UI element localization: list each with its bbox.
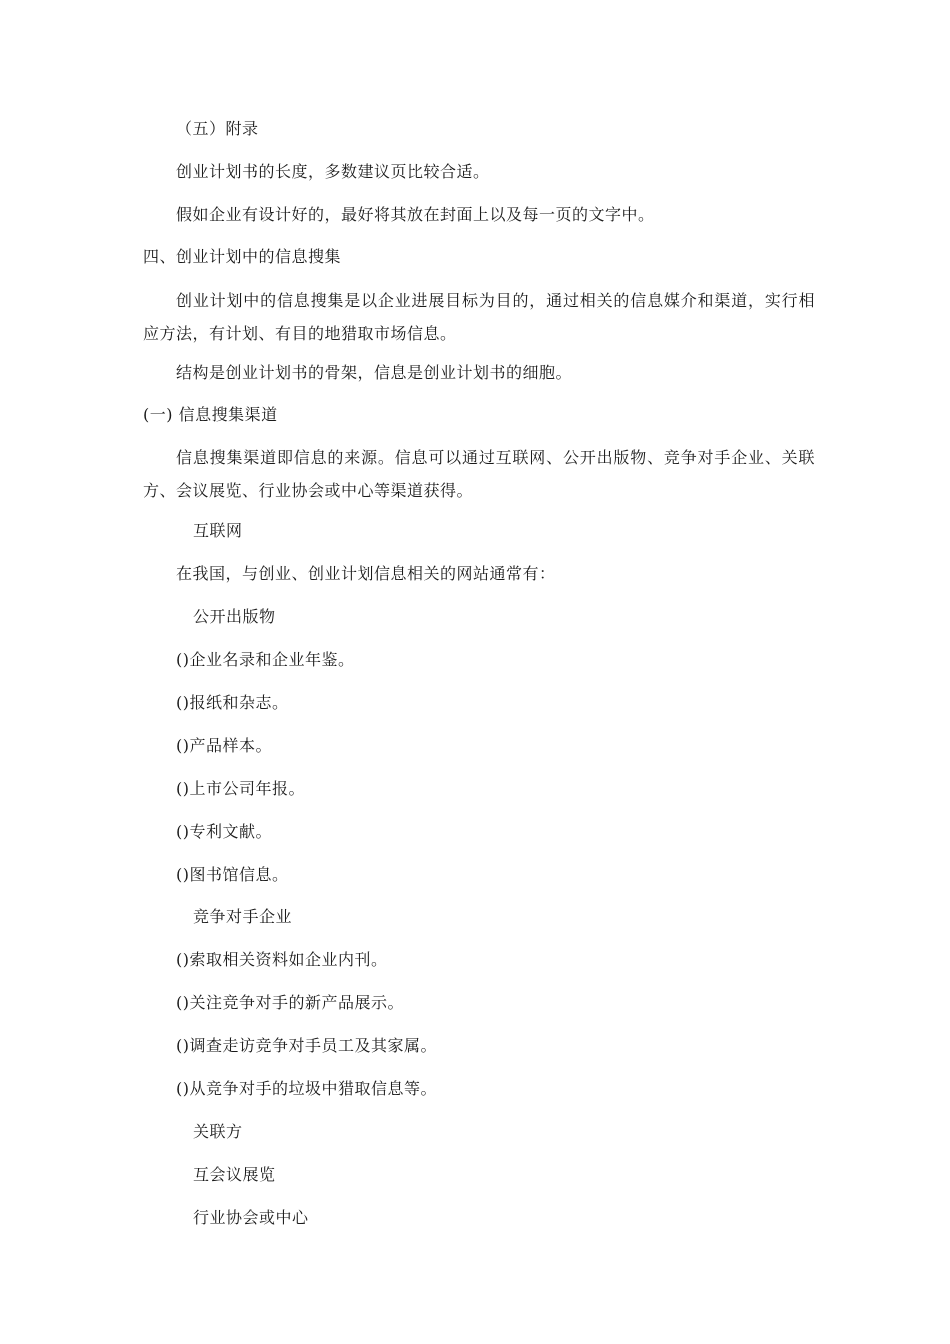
paragraph-logo: 假如企业有设计好的，最好将其放在封面上以及每一页的文字中。 [176, 205, 655, 224]
list-item: ()图书馆信息。 [176, 865, 289, 884]
list-item: ()企业名录和企业年鉴。 [176, 650, 355, 669]
list-item: ()从竞争对手的垃圾中猎取信息等。 [176, 1079, 437, 1098]
list-item: ()上市公司年报。 [176, 779, 305, 798]
list-item: ()报纸和杂志。 [176, 693, 289, 712]
list-item: ()产品样本。 [176, 736, 272, 755]
section-heading-info-collection: 四、创业计划中的信息搜集 [143, 247, 342, 266]
paragraph-structure: 结构是创业计划书的骨架，信息是创业计划书的细胞。 [176, 363, 573, 382]
paragraph-websites: 在我国，与创业、创业计划信息相关的网站通常有： [176, 564, 556, 583]
item-heading-publications: 公开出版物 [193, 607, 276, 626]
paragraph-channels: 信息搜集渠道即信息的来源。信息可以通过互联网、公开出版物、竞争对手企业、关联 方、会议展览、行业协会或中心等渠道获得。 [143, 448, 815, 500]
list-item: ()索取相关资料如企业内刊。 [176, 950, 388, 969]
paragraph-length: 创业计划书的长度，多数建议页比较合适。 [176, 162, 490, 181]
list-item: ()调查走访竞争对手员工及其家属。 [176, 1036, 437, 1055]
item-heading-exhibitions: 互会议展览 [193, 1165, 276, 1184]
item-heading-internet: 互联网 [193, 521, 243, 540]
appendix-heading: （五）附录 [176, 119, 259, 138]
list-item: ()关注竞争对手的新产品展示。 [176, 993, 404, 1012]
list-item: ()专利文献。 [176, 822, 272, 841]
subsection-heading-channels: (一) 信息搜集渠道 [143, 405, 278, 424]
item-heading-associations: 行业协会或中心 [193, 1208, 309, 1227]
item-heading-related-parties: 关联方 [193, 1122, 243, 1141]
item-heading-competitors: 竞争对手企业 [193, 907, 293, 926]
paragraph-info-collection: 创业计划中的信息搜集是以企业进展目标为目的，通过相关的信息媒介和渠道，实行相 应方法，有计划、有目的地猎取市场信息。 [143, 291, 815, 343]
